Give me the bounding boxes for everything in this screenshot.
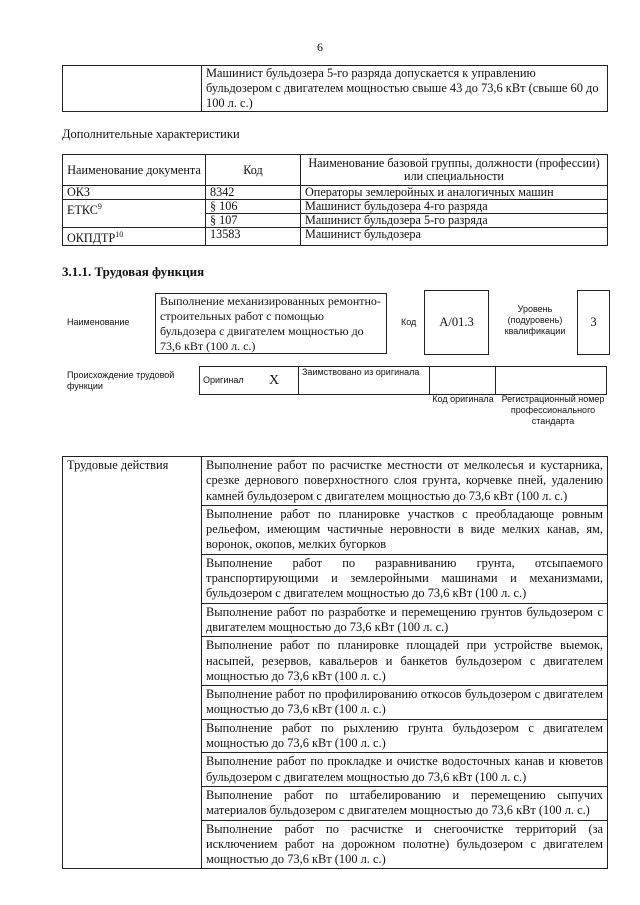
labor-actions-table xyxy=(62,456,608,869)
function-code-box: A/01.3 xyxy=(424,290,489,355)
labor-action: Выполнение работ по планировке площадей при устройстве выемок, насыпей, резервов, кавальеров и банкетов бульдозером с двигателем мощностью до 73,6 кВт (100 л. с.) xyxy=(202,637,608,686)
doc-cell: ОКПДТР$^{10}$ xyxy=(63,228,206,246)
table-row xyxy=(63,186,608,200)
reg-number-cell xyxy=(496,367,607,395)
header-doc: Наименование документа xyxy=(63,155,206,186)
labor-action: Выполнение работ по разравниванию грунта, отсыпаемого транспортирующими и землеройными машинами и механизмами, бульдозером с двигателем мощностью до 73,6 кВт (100 л. с.) xyxy=(202,554,608,603)
code-label: Код xyxy=(401,317,417,327)
labor-action: Выполнение работ по штабелированию и перемещению сыпучих материалов бульдозером с двигателем мощностью до 73,6 кВт (100 л. с.) xyxy=(202,786,608,820)
name-label: Наименование xyxy=(67,317,130,327)
labor-action: Выполнение работ по расчистке местности от мелколесья и кустарника, срезке дернового поверхностного слоя грунта, корчевке пней, удалению камней бульдозером с двигателем мощностью до 73,6 кВт (100 л. с.) xyxy=(202,457,608,506)
labor-action: Выполнение работ по профилированию откосов бульдозером с двигателем мощностью до 73,6 кВт (100 л. с.) xyxy=(202,686,608,720)
name-cell: Машинист бульдозера 4-го разряда xyxy=(301,200,608,214)
empty-cell xyxy=(63,66,202,112)
code-cell: 13583 xyxy=(206,228,301,246)
origin-table xyxy=(199,366,607,395)
original-mark: X xyxy=(266,367,299,395)
original-label: Оригинал xyxy=(200,367,267,395)
borrowed-label: Заимствовано из оригинала xyxy=(299,367,430,395)
origin-label: Происхождение трудовой функции xyxy=(67,370,175,391)
code-cell: § 106 xyxy=(206,200,301,214)
code-original-label: Код оригинала xyxy=(432,394,494,404)
function-name-box: Выполнение механизированных ремонтно-строительных работ с помощью бульдозера с двигателем мощностью до 73,6 кВт (100 л. с.) xyxy=(155,293,387,354)
labor-action: Выполнение работ по прокладке и очистке водосточных канав и кюветов бульдозером с двигателем мощностью до 73,6 кВт (100 л. с.) xyxy=(202,753,608,787)
labor-action: Выполнение работ по планировке участков с преобладающе ровным рельефом, имеющим частичные неровности в виде мелких канав, ям, воронок, окопов, мелких бугорков xyxy=(202,505,608,554)
footnote-ref: 10 xyxy=(115,230,124,239)
additional-characteristics-title: Дополнительные характеристики xyxy=(62,127,240,141)
additional-characteristics-table xyxy=(62,154,608,246)
table-row xyxy=(63,200,608,214)
requirements-text: Машинист бульдозера 5-го разряда допускается к управлению бульдозером с двигателем мощностью свыше 43 до 73,6 кВт (свыше 60 до 100 л. с.) xyxy=(202,66,608,112)
labor-action: Выполнение работ по расчистке и снегоочистке территорий (за исключением работ на дорожном полотне) бульдозером с двигателем мощностью до 73,6 кВт (100 л. с.) xyxy=(202,820,608,869)
header-name: Наименование базовой группы, должности (профессии) или специальности xyxy=(301,155,608,186)
table-header-row xyxy=(63,155,608,186)
table-row xyxy=(63,228,608,246)
qualification-level-box: 3 xyxy=(577,290,610,355)
reg-number-label: Регистрационный номер профессионального стандарта xyxy=(501,394,605,426)
page-number: 6 xyxy=(317,40,323,54)
name-cell: Машинист бульдозера xyxy=(301,228,608,246)
doc-cell: ЕТКС$^9$ xyxy=(63,200,206,228)
qualification-level-label: Уровень (подуровень) квалификации xyxy=(504,304,566,336)
name-cell: Операторы землеройных и аналогичных машин xyxy=(301,186,608,200)
footnote-ref: 9 xyxy=(97,202,102,211)
table-row xyxy=(63,66,608,112)
section-title: 3.1.1. Трудовая функция xyxy=(62,264,205,279)
labor-actions-label: Трудовые действия xyxy=(63,457,202,869)
labor-action: Выполнение работ по разработке и перемещению грунтов бульдозером с двигателем мощностью до 73,6 кВт (100 л. с.) xyxy=(202,603,608,637)
code-cell: § 107 xyxy=(206,214,301,228)
name-cell: Машинист бульдозера 5-го разряда xyxy=(301,214,608,228)
labor-action: Выполнение работ по рыхлению грунта бульдозером с двигателем мощностью до 73,6 кВт (100 л. с.) xyxy=(202,719,608,753)
code-original-cell xyxy=(430,367,496,395)
table-row xyxy=(63,457,608,506)
code-cell: 8342 xyxy=(206,186,301,200)
header-code: Код xyxy=(206,155,301,186)
doc-cell: ОКЗ xyxy=(63,186,206,200)
requirements-table xyxy=(62,65,608,112)
table-row xyxy=(200,367,607,395)
